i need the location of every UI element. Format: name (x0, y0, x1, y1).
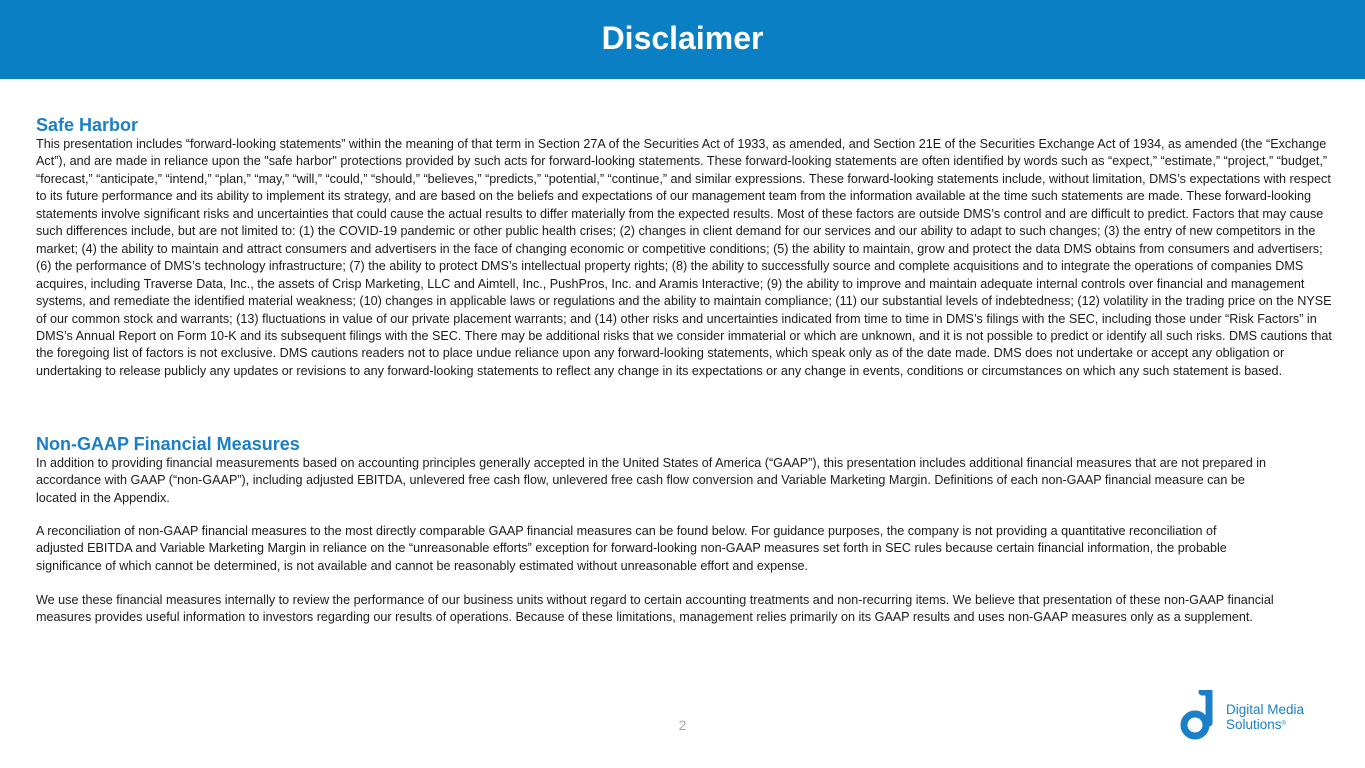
non-gaap-paragraph-1: In addition to providing financial measurements based on accounting principles generally accepted in the United States of America (“GAAP”), this presentation includes additional financial measures that are not prepared in accordance with GAAP (“non-GAAP”), including adjusted EBITDA, unlevered free cash flow, unlevered free cash flow conversion and Variable Marketing Margin. Definitions of each non-GAAP financial measure can be located in the Appendix. (36, 456, 1266, 505)
logo-wordmark (1226, 702, 1304, 732)
page-title: Disclaimer (601, 20, 764, 56)
company-logo (1178, 690, 1328, 742)
logo-line-2-wrapper (1226, 717, 1304, 732)
non-gaap-paragraph-2: A reconciliation of non-GAAP financial measures to the most directly comparable GAAP financial measures can be found below. For guidance purposes, the company is not providing a quantitative reconciliation of adjusted EBITDA and Variable Marketing Margin in reliance on the “unreasonable efforts” exception for forward-looking non-GAAP measures set forth in SEC rules because certain financial information, the probable significance of which cannot be determined, is not available and cannot be reasonably estimated without unreasonable effort and expense. (36, 524, 1227, 573)
safe-harbor-heading: Safe Harbor (36, 115, 139, 135)
registered-mark: ® (1281, 721, 1286, 727)
non-gaap-paragraph-3: We use these financial measures internally to review the performance of our business units without regard to certain accounting treatments and non-recurring items. We believe that presentation of these non-GAAP financial measures provides useful information to investors regarding our results of operations. Because of these limitations, management relies primarily on its GAAP results and uses non-GAAP measures only as a supplement. (36, 593, 1274, 625)
logo-line-2: Solutions (1226, 717, 1282, 732)
page-number: 2 (678, 717, 687, 733)
safe-harbor-body: This presentation includes “forward-looking statements” within the meaning of that term in Section 27A of the Securities Act of 1933, as amended, and Section 21E of the Securities Exchange Act of 1934, as amended (the “Exchange Act”), and are made in reliance upon the "safe harbor" protections provided by such acts for forward-looking statements. These forward-looking statements are often identified by words such as “expect,” “estimate,” “project,” “budget,” “forecast,” “anticipate,” “intend,” “plan,” “may,” “will,” “could,” “should,” “believes,” “predicts,” “potential,” “continue,” and similar expressions. These forward-looking statements include, without limitation, DMS’s expectations with respect to its future performance and its ability to implement its strategy, and are based on the beliefs and expectations of our management team from the information available at the time such statements are made. These forward-looking statements involve significant risks and uncertainties that could cause the actual results to differ materially from the expected results. Most of these factors are outside DMS’s control and are difficult to predict. Factors that may cause such differences include, but are not limited to: (1) the COVID-19 pandemic or other public health crises; (2) changes in client demand for our services and our ability to adapt to such changes; (3) the entry of new competitors in the market; (4) the ability to maintain and attract consumers and advertisers in the face of changing economic or competitive conditions; (5) the ability to maintain, grow and protect the data DMS obtains from consumers and advertisers; (6) the performance of DMS’s technology infrastructure; (7) the ability to protect DMS’s intellectual property rights; (8) the ability to successfully source and complete acquisitions and to integrate the operations of companies DMS acquires, including Traverse Data, Inc., the assets of Crisp Marketing, LLC and Aimtell, Inc., PushPros, Inc. and Aramis Interactive; (9) the ability to improve and maintain adequate internal controls over financial and management systems, and remediate the identified material weakness; (10) changes in applicable laws or regulations and the ability to maintain compliance; (11) our substantial levels of indebtedness; (12) volatility in the trading price on the NYSE of our common stock and warrants; (13) fluctuations in value of our private placement warrants; and (14) other risks and uncertainties indicated from time to time in DMS’s filings with the SEC, including those under “Risk Factors” in DMS’s Annual Report on Form 10-K and its subsequent filings with the SEC. There may be additional risks that we consider immaterial or which are unknown, and it is not possible to predict or identify all such risks. DMS cautions that the foregoing list of factors is not exclusive. DMS cautions readers not to place undue reliance upon any forward-looking statements, which speak only as of the date made. DMS does not undertake or accept any obligation or undertaking to release publicly any updates or revisions to any forward-looking statements to reflect any change in its expectations or any change in events, conditions or circumstances on which any such statement is based. (36, 137, 1332, 378)
non-gaap-heading: Non-GAAP Financial Measures (36, 434, 300, 454)
logo-line-1: Digital Media (1226, 702, 1305, 717)
logo-d-mark-icon (1178, 690, 1218, 742)
